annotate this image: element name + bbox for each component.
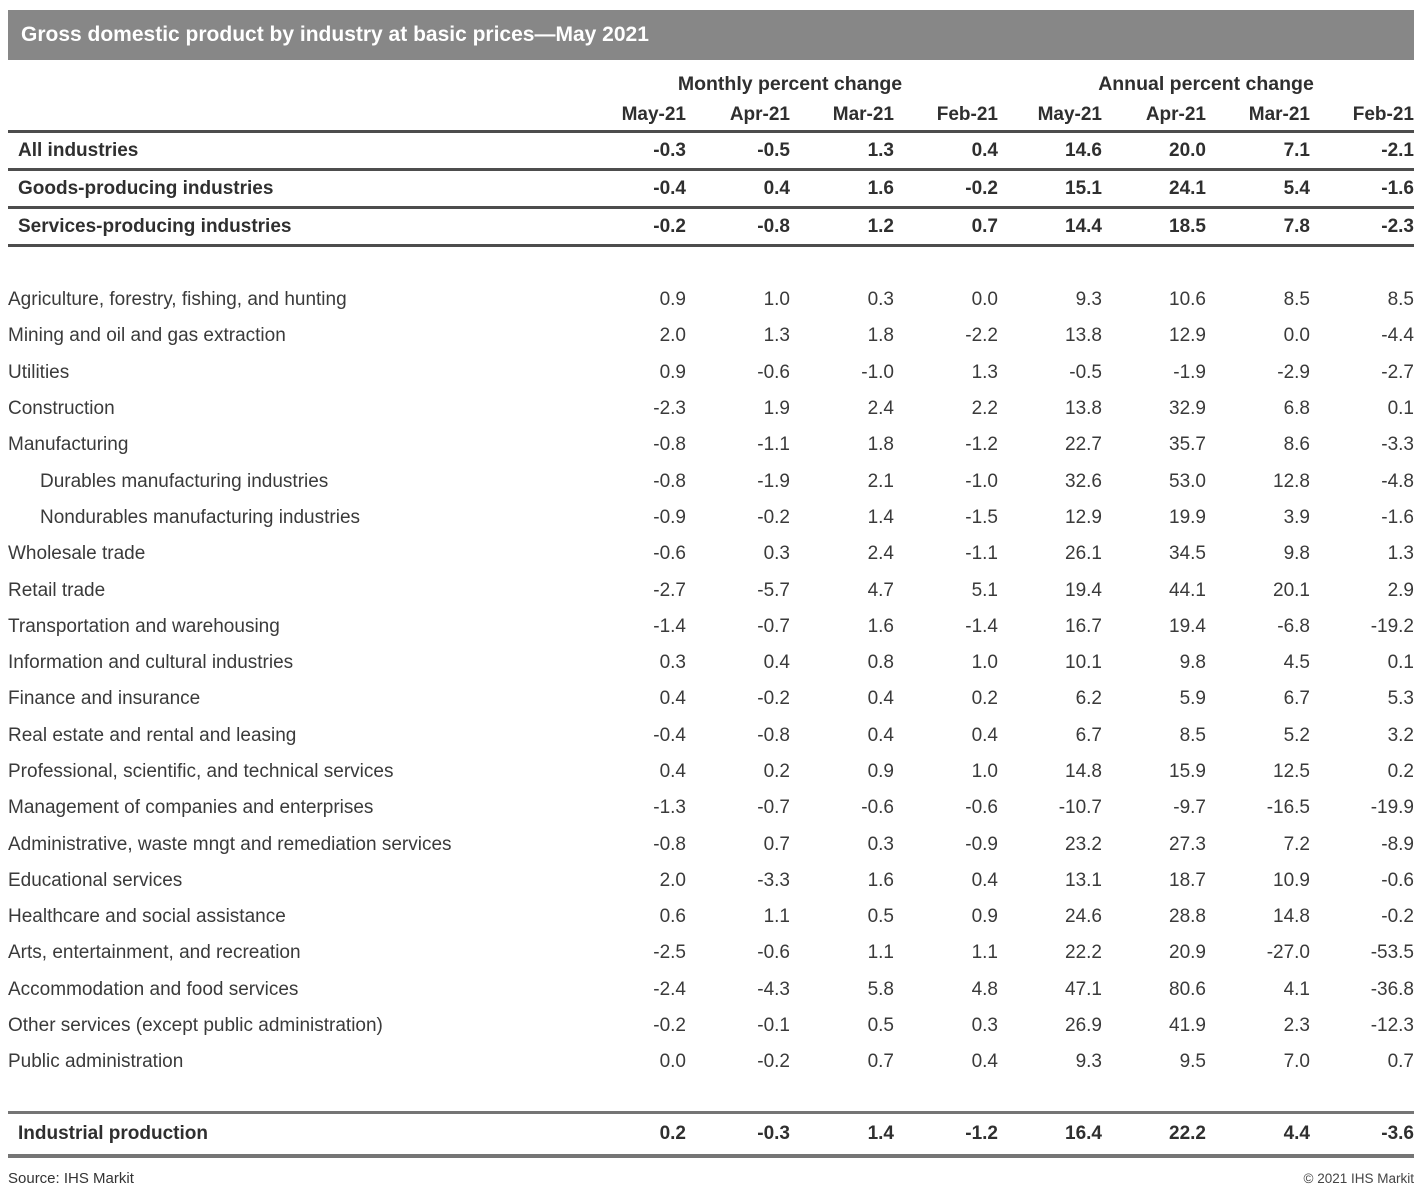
value-cell: 1.6 <box>867 177 894 199</box>
value-cell: 3.2 <box>1387 724 1414 746</box>
value-cell: -2.2 <box>965 325 998 347</box>
value-cell: 5.8 <box>867 978 894 1000</box>
industry-row <box>8 355 1414 391</box>
value-cell: 0.4 <box>867 688 894 710</box>
value-cell: 35.7 <box>1169 434 1206 456</box>
value-cell: 19.4 <box>1169 615 1206 637</box>
industry-row <box>8 463 1414 499</box>
value-cell: 12.9 <box>1169 325 1206 347</box>
section-spacer <box>8 1081 1414 1111</box>
value-cell: 5.2 <box>1283 724 1310 746</box>
value-cell: 0.6 <box>659 906 686 928</box>
industry-row <box>8 609 1414 645</box>
value-cell: -6.8 <box>1277 615 1310 637</box>
value-cell: 0.2 <box>971 688 998 710</box>
month-column-header: Mar-21 <box>832 104 894 125</box>
value-cell: 0.0 <box>971 289 998 311</box>
value-cell: 20.9 <box>1169 942 1206 964</box>
industry-row <box>8 500 1414 536</box>
value-cell: 18.7 <box>1169 869 1206 891</box>
value-cell: 1.3 <box>763 325 790 347</box>
value-cell: 47.1 <box>1065 978 1102 1000</box>
value-cell: -0.4 <box>653 724 686 746</box>
row-label: Transportation and warehousing <box>8 615 280 637</box>
value-cell: -0.6 <box>1381 869 1414 891</box>
value-cell: -0.8 <box>653 434 686 456</box>
row-label: Other services (except public administration) <box>8 1015 383 1037</box>
month-column-header: May-21 <box>621 104 686 125</box>
value-cell: 8.6 <box>1283 434 1310 456</box>
row-label: Healthcare and social assistance <box>8 906 286 928</box>
row-label: Real estate and rental and leasing <box>8 724 297 746</box>
value-cell: -12.3 <box>1370 1015 1414 1037</box>
value-cell: 0.3 <box>763 543 790 565</box>
month-column-header: Apr-21 <box>1145 104 1206 125</box>
row-label: Accommodation and food services <box>8 978 299 1000</box>
month-column-header: Apr-21 <box>729 104 790 125</box>
value-cell: 7.2 <box>1283 833 1310 855</box>
value-cell: -0.2 <box>1381 906 1414 928</box>
value-cell: 13.1 <box>1065 869 1102 891</box>
value-cell: -2.3 <box>653 398 686 420</box>
industry-row <box>8 427 1414 463</box>
value-cell: -2.3 <box>1381 215 1414 237</box>
value-cell: 2.4 <box>867 543 894 565</box>
industry-row <box>8 645 1414 681</box>
value-cell: 0.0 <box>659 1051 686 1073</box>
industry-row <box>8 826 1414 862</box>
value-cell: -3.3 <box>1381 434 1414 456</box>
value-cell: -53.5 <box>1370 942 1414 964</box>
value-cell: 0.3 <box>659 652 686 674</box>
value-cell: -1.1 <box>757 434 790 456</box>
row-label: Educational services <box>8 869 183 891</box>
value-cell: 1.6 <box>867 615 894 637</box>
value-cell: 8.5 <box>1283 289 1310 311</box>
value-cell: -1.6 <box>1381 177 1414 199</box>
value-cell: 0.2 <box>1387 761 1414 782</box>
value-cell: -2.7 <box>1381 361 1414 383</box>
row-label: Public administration <box>8 1051 184 1073</box>
value-cell: 24.1 <box>1169 177 1206 199</box>
row-label: All industries <box>18 139 139 161</box>
value-cell: 2.2 <box>971 398 998 420</box>
value-cell: 8.5 <box>1179 724 1206 746</box>
value-cell: -1.2 <box>965 1122 998 1144</box>
table-title-bar <box>8 10 1414 60</box>
value-cell: 16.7 <box>1065 615 1102 637</box>
value-cell: 0.4 <box>971 1051 998 1073</box>
value-cell: 0.4 <box>763 177 790 199</box>
value-cell: 14.4 <box>1065 215 1102 237</box>
table-header-block <box>8 69 1414 133</box>
value-cell: 53.0 <box>1169 470 1206 492</box>
value-cell: 7.1 <box>1283 139 1310 161</box>
value-cell: 1.1 <box>867 942 894 964</box>
value-cell: -1.5 <box>965 506 998 528</box>
industrial-production-row <box>8 1114 1414 1154</box>
value-cell: -27.0 <box>1266 942 1310 964</box>
value-cell: 7.8 <box>1283 215 1310 237</box>
row-label: Professional, scientific, and technical services <box>8 761 394 782</box>
value-cell: 5.4 <box>1283 177 1310 199</box>
value-cell: 1.2 <box>867 215 894 237</box>
value-cell: -0.8 <box>653 833 686 855</box>
source-note: Source: IHS Markit <box>8 1169 134 1187</box>
value-cell: 28.8 <box>1169 906 1206 928</box>
value-cell: 0.9 <box>659 361 686 383</box>
value-cell: 0.7 <box>1387 1051 1414 1073</box>
value-cell: 12.8 <box>1273 470 1310 492</box>
value-cell: 15.1 <box>1065 177 1102 199</box>
value-cell: -0.8 <box>653 470 686 492</box>
industry-row <box>8 790 1414 826</box>
value-cell: -1.2 <box>965 434 998 456</box>
value-cell: -0.3 <box>653 139 686 161</box>
industry-row <box>8 718 1414 754</box>
industry-row <box>8 1044 1414 1080</box>
value-cell: 0.9 <box>659 289 686 311</box>
value-cell: 0.5 <box>867 1015 894 1037</box>
value-cell: 1.8 <box>867 325 894 347</box>
value-cell: -2.1 <box>1381 139 1414 161</box>
industry-row <box>8 391 1414 427</box>
row-label: Goods-producing industries <box>18 177 274 199</box>
value-cell: -0.2 <box>965 177 998 199</box>
industry-rows-section <box>8 282 1414 1081</box>
month-column-header: Mar-21 <box>1248 104 1310 125</box>
value-cell: 44.1 <box>1169 579 1206 601</box>
value-cell: -16.5 <box>1266 797 1310 819</box>
value-cell: 12.5 <box>1273 761 1310 782</box>
value-cell: -3.3 <box>757 869 790 891</box>
value-cell: 41.9 <box>1169 1015 1206 1037</box>
value-cell: -0.8 <box>757 215 790 237</box>
value-cell: 19.9 <box>1169 506 1206 528</box>
value-cell: -1.6 <box>1381 506 1414 528</box>
value-cell: 1.4 <box>867 1122 894 1144</box>
value-cell: 4.7 <box>867 579 894 601</box>
value-cell: -0.6 <box>757 942 790 964</box>
industry-row <box>8 899 1414 935</box>
value-cell: 0.4 <box>659 688 686 710</box>
value-cell: -0.2 <box>757 688 790 710</box>
value-cell: -0.2 <box>653 215 686 237</box>
value-cell: 0.8 <box>867 652 894 674</box>
value-cell: 1.3 <box>867 139 894 161</box>
value-cell: -0.9 <box>653 506 686 528</box>
value-cell: -3.6 <box>1381 1122 1414 1144</box>
value-cell: -0.2 <box>757 1051 790 1073</box>
value-cell: 0.3 <box>867 289 894 311</box>
value-cell: 0.7 <box>867 1051 894 1073</box>
value-cell: -1.0 <box>965 470 998 492</box>
value-cell: 18.5 <box>1169 215 1206 237</box>
value-cell: 0.3 <box>867 833 894 855</box>
row-label: Agriculture, forestry, fishing, and hunting <box>8 289 347 311</box>
value-cell: -36.8 <box>1370 978 1414 1000</box>
value-cell: 5.9 <box>1179 688 1206 710</box>
industry-row <box>8 754 1414 790</box>
value-cell: -1.1 <box>965 543 998 565</box>
value-cell: 9.3 <box>1075 1051 1102 1073</box>
value-cell: 10.9 <box>1273 869 1310 891</box>
value-cell: 4.1 <box>1283 978 1310 1000</box>
value-cell: 2.0 <box>659 869 686 891</box>
value-cell: 2.9 <box>1387 579 1414 601</box>
value-cell: 0.4 <box>971 139 998 161</box>
value-cell: 13.8 <box>1065 398 1102 420</box>
row-label: Manufacturing <box>8 434 129 456</box>
value-cell: 1.1 <box>763 906 790 928</box>
value-cell: -8.9 <box>1381 833 1414 855</box>
value-cell: 1.3 <box>1387 543 1414 565</box>
industry-row <box>8 1008 1414 1044</box>
industry-row <box>8 282 1414 318</box>
value-cell: 19.4 <box>1065 579 1102 601</box>
row-label: Construction <box>8 398 115 420</box>
summary-row <box>8 171 1414 209</box>
value-cell: -0.2 <box>653 1015 686 1037</box>
value-cell: 0.7 <box>763 833 790 855</box>
value-cell: 2.3 <box>1283 1015 1310 1037</box>
section-spacer <box>8 247 1414 282</box>
value-cell: -10.7 <box>1058 797 1102 819</box>
value-cell: 14.8 <box>1065 761 1102 782</box>
value-cell: 20.1 <box>1273 579 1310 601</box>
value-cell: 1.0 <box>971 652 998 674</box>
industry-row <box>8 318 1414 354</box>
value-cell: 23.2 <box>1065 833 1102 855</box>
value-cell: -0.3 <box>757 1122 790 1144</box>
value-cell: -2.4 <box>653 978 686 1000</box>
value-cell: 26.9 <box>1065 1015 1102 1037</box>
value-cell: 26.1 <box>1065 543 1102 565</box>
value-cell: 0.9 <box>971 906 998 928</box>
value-cell: 0.4 <box>971 724 998 746</box>
value-cell: -0.8 <box>757 724 790 746</box>
value-cell: 16.4 <box>1065 1122 1102 1144</box>
value-cell: 0.2 <box>763 761 790 782</box>
value-cell: -0.9 <box>965 833 998 855</box>
value-cell: -1.0 <box>861 361 894 383</box>
industry-row <box>8 536 1414 572</box>
row-label: Management of companies and enterprises <box>8 797 374 819</box>
value-cell: -0.6 <box>861 797 894 819</box>
table-footer <box>8 1170 1414 1187</box>
value-cell: 0.4 <box>971 869 998 891</box>
value-cell: -0.7 <box>757 797 790 819</box>
value-cell: 1.6 <box>867 869 894 891</box>
industry-row <box>8 681 1414 717</box>
row-label: Arts, entertainment, and recreation <box>8 942 301 964</box>
value-cell: 0.4 <box>659 761 686 782</box>
value-cell: -0.6 <box>653 543 686 565</box>
row-label: Industrial production <box>18 1122 208 1144</box>
value-cell: -1.9 <box>757 470 790 492</box>
industrial-production-section <box>8 1111 1414 1158</box>
row-label: Services-producing industries <box>18 215 292 237</box>
value-cell: 0.1 <box>1387 398 1414 420</box>
value-cell: 4.8 <box>971 978 998 1000</box>
row-label: Information and cultural industries <box>8 652 294 674</box>
value-cell: 1.8 <box>867 434 894 456</box>
value-cell: 0.1 <box>1387 652 1414 674</box>
month-column-header: Feb-21 <box>936 104 998 125</box>
month-column-header: Feb-21 <box>1352 104 1414 125</box>
value-cell: 24.6 <box>1065 906 1102 928</box>
value-cell: 9.8 <box>1179 652 1206 674</box>
value-cell: 22.2 <box>1065 942 1102 964</box>
table-content <box>8 10 1414 1187</box>
value-cell: 0.7 <box>971 215 998 237</box>
value-cell: -0.5 <box>1069 361 1102 383</box>
industry-row <box>8 863 1414 899</box>
value-cell: 14.8 <box>1273 906 1310 928</box>
value-cell: 2.1 <box>867 470 894 492</box>
value-cell: 14.6 <box>1065 139 1102 161</box>
value-cell: 6.7 <box>1283 688 1310 710</box>
row-label: Administrative, waste mngt and remediation services <box>8 833 452 855</box>
month-column-header: May-21 <box>1037 104 1102 125</box>
industry-row <box>8 972 1414 1008</box>
value-cell: 20.0 <box>1169 139 1206 161</box>
value-cell: 0.5 <box>867 906 894 928</box>
value-cell: 32.6 <box>1065 470 1102 492</box>
value-cell: 22.7 <box>1065 434 1102 456</box>
value-cell: 12.9 <box>1065 506 1102 528</box>
value-cell: 10.1 <box>1065 652 1102 674</box>
value-cell: 4.4 <box>1283 1122 1310 1144</box>
value-cell: -0.2 <box>757 506 790 528</box>
value-cell: 8.5 <box>1387 289 1414 311</box>
value-cell: 1.0 <box>763 289 790 311</box>
value-cell: 1.0 <box>971 761 998 782</box>
monthly-percent-change-group-header: Monthly percent change <box>677 73 903 95</box>
value-cell: -5.7 <box>757 579 790 601</box>
row-label: Durables manufacturing industries <box>40 470 329 492</box>
value-cell: 9.8 <box>1283 543 1310 565</box>
value-cell: -4.3 <box>757 978 790 1000</box>
value-cell: 27.3 <box>1169 833 1206 855</box>
annual-percent-change-group-header: Annual percent change <box>1098 73 1314 95</box>
value-cell: 1.3 <box>971 361 998 383</box>
summary-row <box>8 133 1414 171</box>
value-cell: 0.9 <box>867 761 894 782</box>
value-cell: -1.3 <box>653 797 686 819</box>
value-cell: 6.8 <box>1283 398 1310 420</box>
value-cell: 1.4 <box>867 506 894 528</box>
value-cell: 0.0 <box>1283 325 1310 347</box>
row-label: Nondurables manufacturing industries <box>40 506 361 528</box>
value-cell: 13.8 <box>1065 325 1102 347</box>
value-cell: 22.2 <box>1169 1122 1206 1144</box>
value-cell: 1.9 <box>763 398 790 420</box>
value-cell: 3.9 <box>1283 506 1310 528</box>
value-cell: -19.9 <box>1370 797 1414 819</box>
value-cell: -0.6 <box>757 361 790 383</box>
value-cell: 9.3 <box>1075 289 1102 311</box>
value-cell: 0.2 <box>659 1122 686 1144</box>
row-label: Wholesale trade <box>8 543 146 565</box>
value-cell: -2.9 <box>1277 361 1310 383</box>
value-cell: 6.7 <box>1075 724 1102 746</box>
value-cell: 5.3 <box>1387 688 1414 710</box>
value-cell: -4.8 <box>1381 470 1414 492</box>
value-cell: 4.5 <box>1283 652 1310 674</box>
value-cell: -2.5 <box>653 942 686 964</box>
row-label: Finance and insurance <box>8 688 201 710</box>
row-label: Utilities <box>8 361 70 383</box>
value-cell: -1.4 <box>965 615 998 637</box>
value-cell: 15.9 <box>1169 761 1206 782</box>
value-cell: 0.4 <box>867 724 894 746</box>
value-cell: -0.6 <box>965 797 998 819</box>
value-cell: 7.0 <box>1283 1051 1310 1073</box>
value-cell: -1.4 <box>653 615 686 637</box>
value-cell: 6.2 <box>1075 688 1102 710</box>
column-group-header-row <box>8 69 1414 100</box>
value-cell: -1.9 <box>1173 361 1206 383</box>
value-cell: 34.5 <box>1169 543 1206 565</box>
value-cell: 1.1 <box>971 942 998 964</box>
value-cell: 32.9 <box>1169 398 1206 420</box>
industry-row <box>8 572 1414 608</box>
page-title: Gross domestic product by industry at basic prices—May 2021 <box>21 23 649 46</box>
summary-rows-section <box>8 133 1414 247</box>
value-cell: 2.0 <box>659 325 686 347</box>
value-cell: -2.7 <box>653 579 686 601</box>
value-cell: 2.4 <box>867 398 894 420</box>
value-cell: -4.4 <box>1381 325 1414 347</box>
value-cell: 5.1 <box>971 579 998 601</box>
value-cell: -0.5 <box>757 139 790 161</box>
value-cell: 0.4 <box>763 652 790 674</box>
value-cell: -0.1 <box>757 1015 790 1037</box>
value-cell: -0.4 <box>653 177 686 199</box>
value-cell: 80.6 <box>1169 978 1206 1000</box>
month-column-header-row <box>8 100 1414 130</box>
copyright-note: © 2021 IHS Markit <box>1303 1170 1414 1186</box>
row-label: Mining and oil and gas extraction <box>8 325 286 347</box>
value-cell: 0.3 <box>971 1015 998 1037</box>
value-cell: 10.6 <box>1169 289 1206 311</box>
summary-row <box>8 209 1414 247</box>
industry-row <box>8 935 1414 971</box>
value-cell: -19.2 <box>1370 615 1414 637</box>
value-cell: -9.7 <box>1173 797 1206 819</box>
value-cell: -0.7 <box>757 615 790 637</box>
row-label: Retail trade <box>8 579 106 601</box>
value-cell: 9.5 <box>1179 1051 1206 1073</box>
